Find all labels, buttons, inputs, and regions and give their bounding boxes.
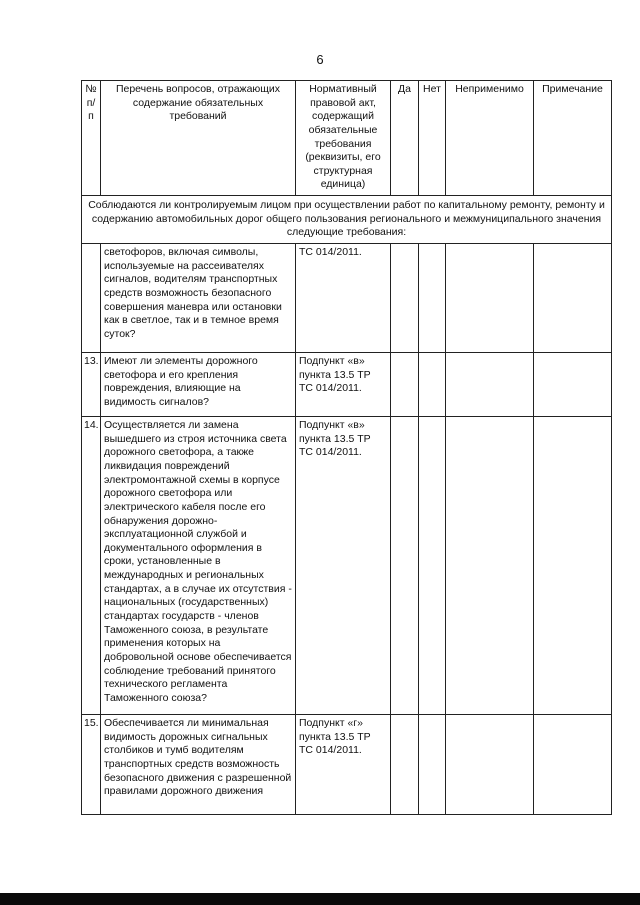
row-act: Подпункт «г» пункта 13.5 ТР ТС 014/2011. [296,715,391,815]
scan-edge-bar [0,893,640,905]
header-num: № п/п [82,81,101,196]
row-no-cell[interactable] [419,353,446,417]
checklist-table [81,80,612,815]
row-question: Имеют ли элементы дорожного светофора и его крепления повреждения, влияющие на видимость сигналов? [101,353,296,417]
header-no: Нет [419,81,446,196]
table-row [82,353,612,417]
row-no-cell[interactable] [419,417,446,715]
page-number: 6 [316,52,324,67]
table-header-row [82,81,612,196]
header-yes: Да [391,81,419,196]
row-act: Подпункт «в» пункта 13.5 ТР ТС 014/2011. [296,417,391,715]
section-row [82,196,612,244]
row-yes-cell[interactable] [391,715,419,815]
row-number [82,244,101,353]
row-no-cell[interactable] [419,715,446,815]
row-number: 15. [82,715,101,815]
section-heading: Соблюдаются ли контролируемым лицом при осуществлении работ по капитальному ремонту, ремонту и содержанию автомобильных дорог общего пользования регионального и межмуниципального значения следующие требования: [82,196,612,244]
row-not-applicable-cell[interactable] [446,353,534,417]
row-number: 13. [82,353,101,417]
row-number: 14. [82,417,101,715]
table-row [82,417,612,715]
row-question: светофоров, включая символы, используемые на рассеивателях сигналов, водителям транспортных средств возможность безопасного совершения маневра или остановки как в светлое, так и в темное время суток? [101,244,296,353]
table-row [82,715,612,815]
row-yes-cell[interactable] [391,244,419,353]
row-note-cell[interactable] [534,353,612,417]
row-not-applicable-cell[interactable] [446,715,534,815]
row-yes-cell[interactable] [391,417,419,715]
row-act: ТС 014/2011. [296,244,391,353]
row-act: Подпункт «в» пункта 13.5 ТР ТС 014/2011. [296,353,391,417]
row-question: Осуществляется ли замена вышедшего из строя источника света дорожного светофора, а также ликвидация повреждений электромонтажной схемы в корпусе дорожного светофора или электрического кабеля после его обнаружения дорожно-эксплуатационной службой и документального оформления в сроки, установленные в международных и региональных стандартах, а в случае их отсутствия - национальных (государственных) стандартах государств - членов Таможенного союза, в результате применения которых на добровольной основе обеспечивается соблюдение требований принятого технического регламента Таможенного союза? [101,417,296,715]
row-not-applicable-cell[interactable] [446,244,534,353]
header-note: Примечание [534,81,612,196]
row-note-cell[interactable] [534,244,612,353]
row-not-applicable-cell[interactable] [446,417,534,715]
header-question: Перечень вопросов, отражающих содержание обязательных требований [101,81,296,196]
header-act: Нормативный правовой акт, содержащий обязательные требования (реквизиты, его структурная единица) [296,81,391,196]
row-question: Обеспечивается ли минимальная видимость дорожных сигнальных столбиков и тумб водителям транспортных средств возможность безопасного движения с разрешенной правилами дорожного движения [101,715,296,815]
row-note-cell[interactable] [534,715,612,815]
row-yes-cell[interactable] [391,353,419,417]
header-not-applicable: Неприменимо [446,81,534,196]
table-row [82,244,612,353]
row-note-cell[interactable] [534,417,612,715]
row-no-cell[interactable] [419,244,446,353]
